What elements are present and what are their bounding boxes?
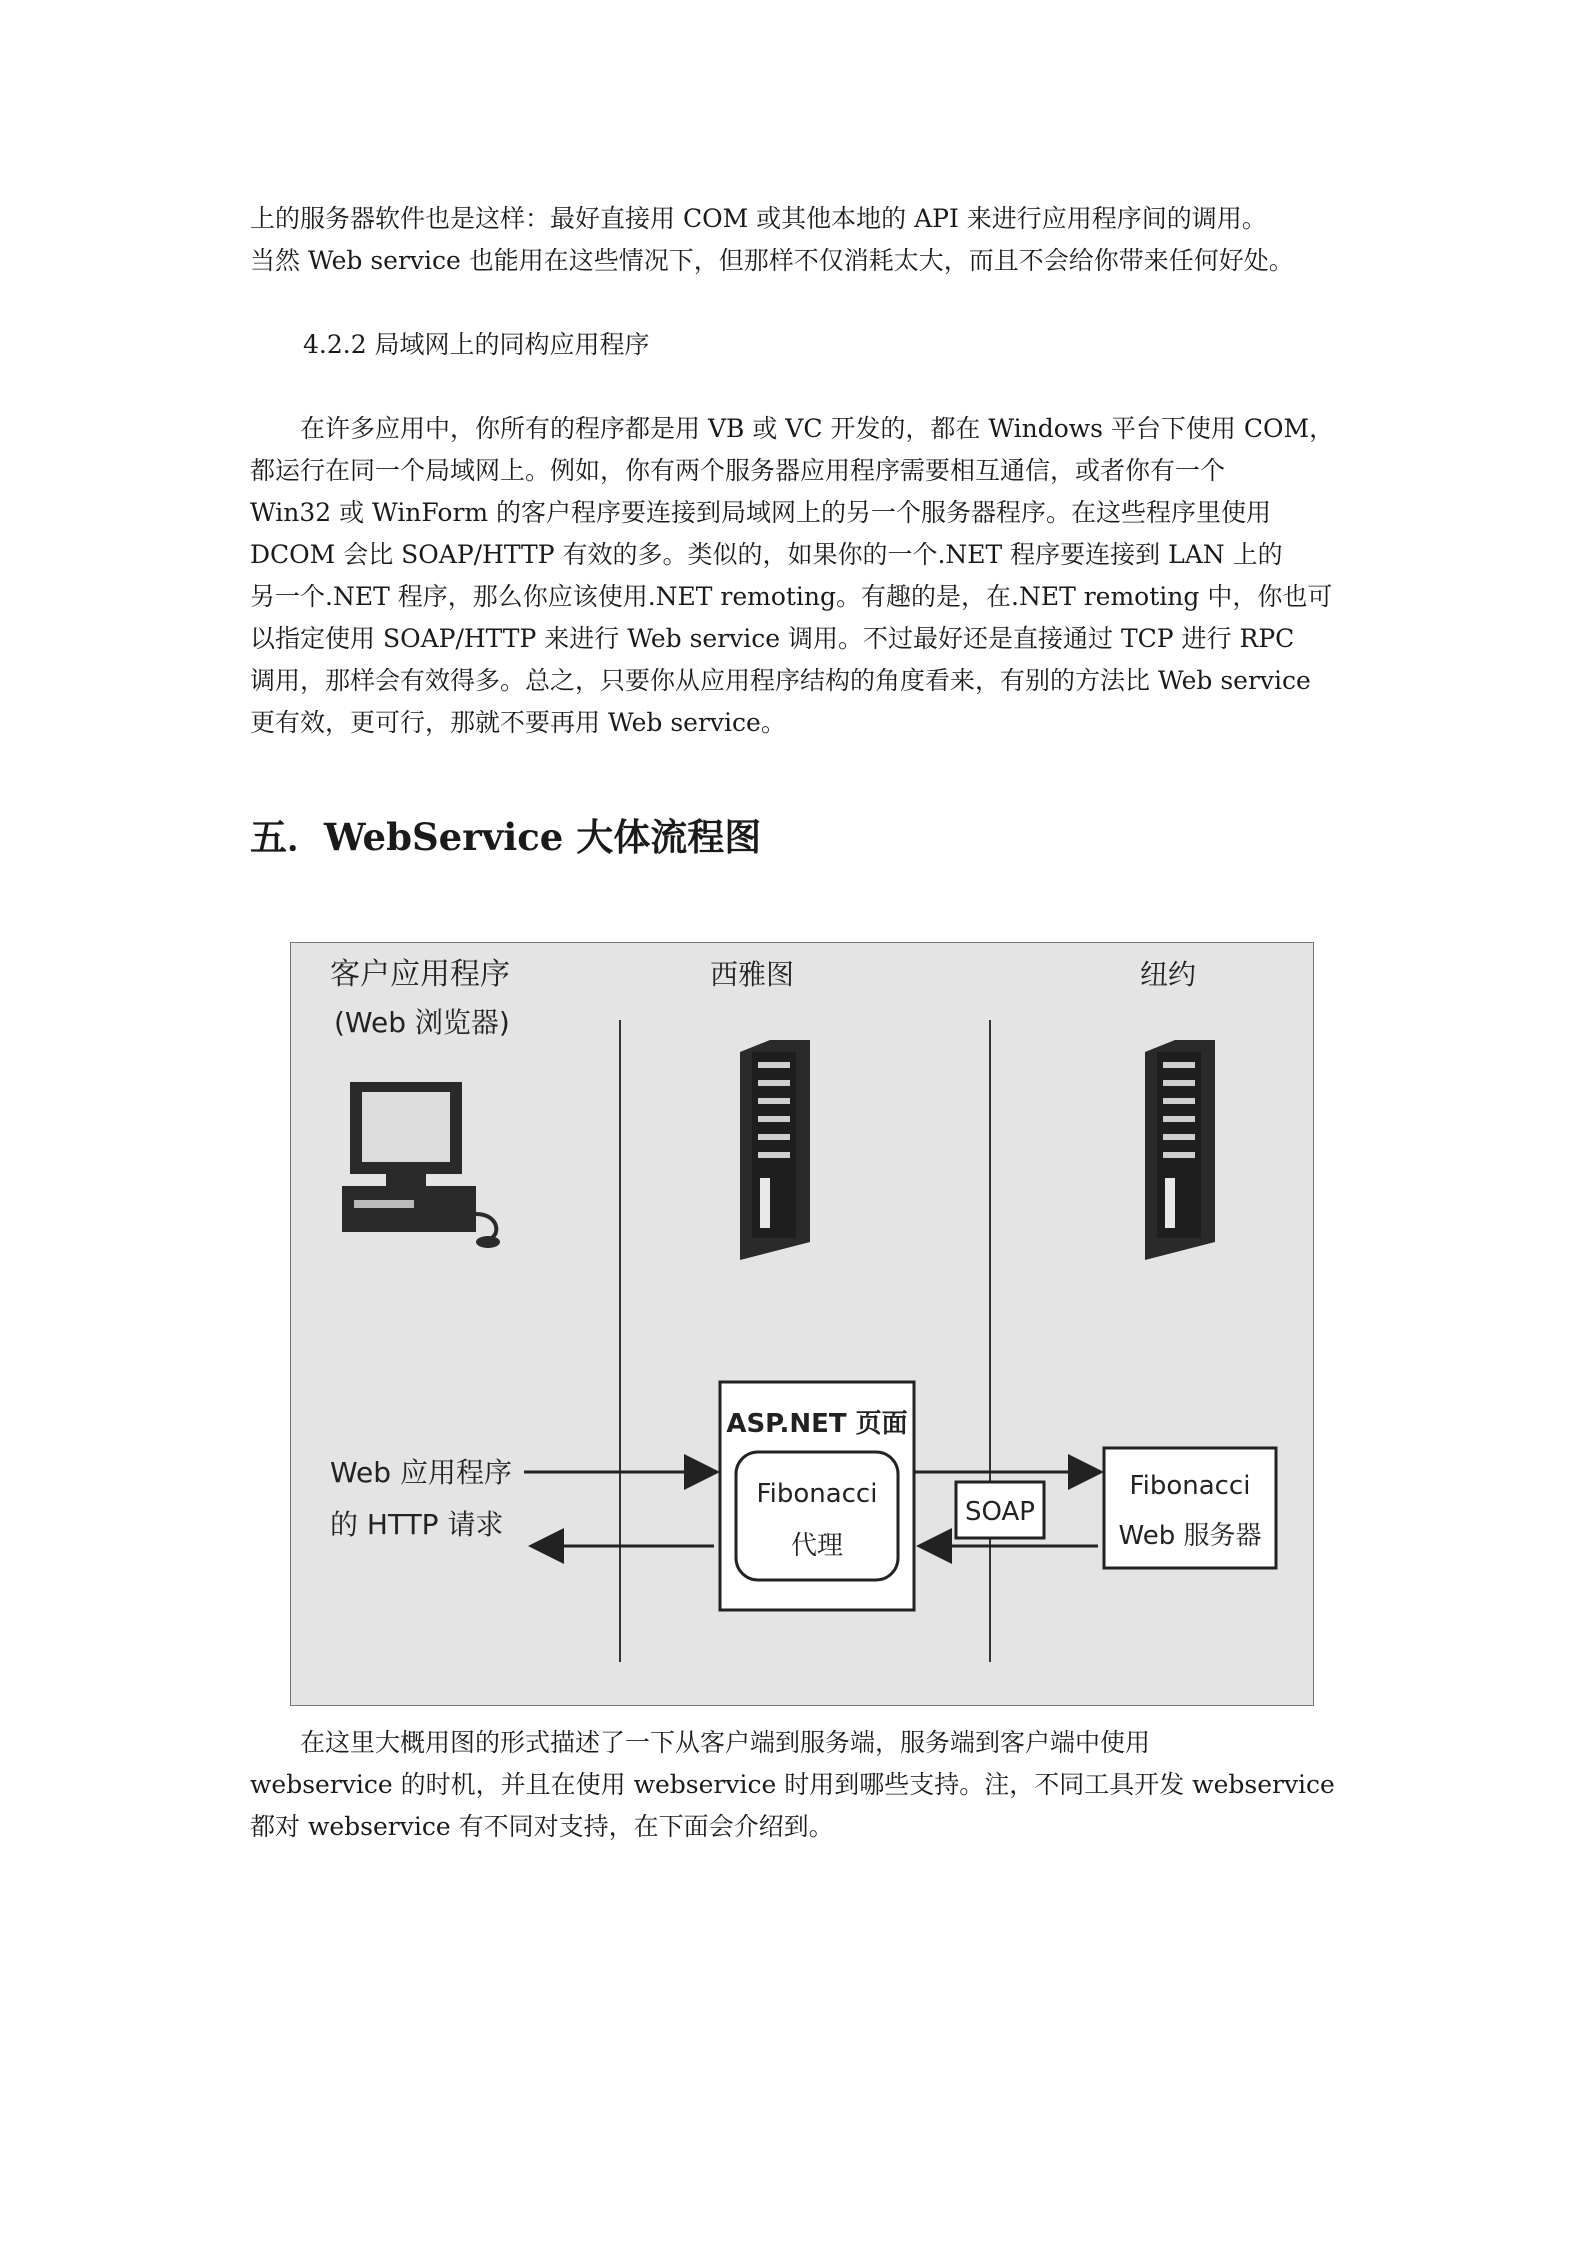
intro-paragraph	[250, 198, 1360, 282]
seattle-server-icon	[740, 1040, 810, 1260]
aspnet-page-title: ASP.NET 页面	[726, 1409, 908, 1439]
text-line: 调用，那样会有效得多。总之，只要你从应用程序结构的角度看来，有别的方法比 Web service	[250, 666, 1311, 695]
seattle-column-label: 西雅图	[710, 958, 795, 991]
lan-paragraph	[250, 408, 1360, 744]
text-line: 在许多应用中，你所有的程序都是用 VB 或 VC 开发的，都在 Windows 平台下使用 COM，	[250, 414, 1335, 443]
subsection-heading: 4.2.2 局域网上的同构应用程序	[303, 330, 650, 359]
webservice-flow-diagram	[290, 942, 1314, 1706]
http-request-label: Web 应用程序	[330, 1456, 512, 1489]
http-request-sublabel: 的 HTTP 请求	[330, 1508, 504, 1541]
text-line: 都对 webservice 有不同对支持，在下面会介绍到。	[250, 1812, 834, 1841]
text-line: 上的服务器软件也是这样：最好直接用 COM 或其他本地的 API 来进行应用程序间的调用。	[250, 204, 1267, 233]
text-line: 更有效，更可行，那就不要再用 Web service。	[250, 708, 786, 737]
proxy-role-label: 代理	[790, 1531, 844, 1561]
soap-label: SOAP	[965, 1497, 1035, 1527]
webserver-name-label: Fibonacci	[1129, 1471, 1251, 1501]
newyork-server-icon	[1145, 1040, 1215, 1260]
text-line: 都运行在同一个局域网上。例如，你有两个服务器应用程序需要相互通信，或者你有一个	[250, 456, 1226, 485]
text-line: webservice 的时机，并且在使用 webservice 时用到哪些支持。注，不同工具开发 webservice	[250, 1770, 1335, 1799]
after-figure-paragraph	[250, 1722, 1360, 1848]
section-title: 五．WebService 大体流程图	[250, 815, 762, 859]
client-column-label: 客户应用程序	[330, 957, 510, 992]
diagram-canvas	[290, 942, 1314, 1706]
text-line: 另一个.NET 程序，那么你应该使用.NET remoting。有趣的是，在.NET remoting 中，你也可	[250, 582, 1333, 611]
text-line: 在这里大概用图的形式描述了一下从客户端到服务端，服务端到客户端中使用	[250, 1728, 1151, 1757]
client-column-sublabel: (Web 浏览器)	[334, 1006, 510, 1039]
webserver-role-label: Web 服务器	[1118, 1521, 1262, 1551]
text-line: Win32 或 WinForm 的客户程序要连接到局域网上的另一个服务器程序。在这些程序里使用	[250, 498, 1272, 527]
proxy-name-label: Fibonacci	[756, 1479, 878, 1509]
newyork-column-label: 纽约	[1140, 958, 1197, 991]
text-line: DCOM 会比 SOAP/HTTP 有效的多。类似的，如果你的一个.NET 程序要连接到 LAN 上的	[250, 540, 1283, 569]
text-line: 以指定使用 SOAP/HTTP 来进行 Web service 调用。不过最好还是直接通过 TCP 进行 RPC	[250, 624, 1295, 653]
text-line: 当然 Web service 也能用在这些情况下，但那样不仅消耗太大，而且不会给你带来任何好处。	[250, 246, 1294, 275]
